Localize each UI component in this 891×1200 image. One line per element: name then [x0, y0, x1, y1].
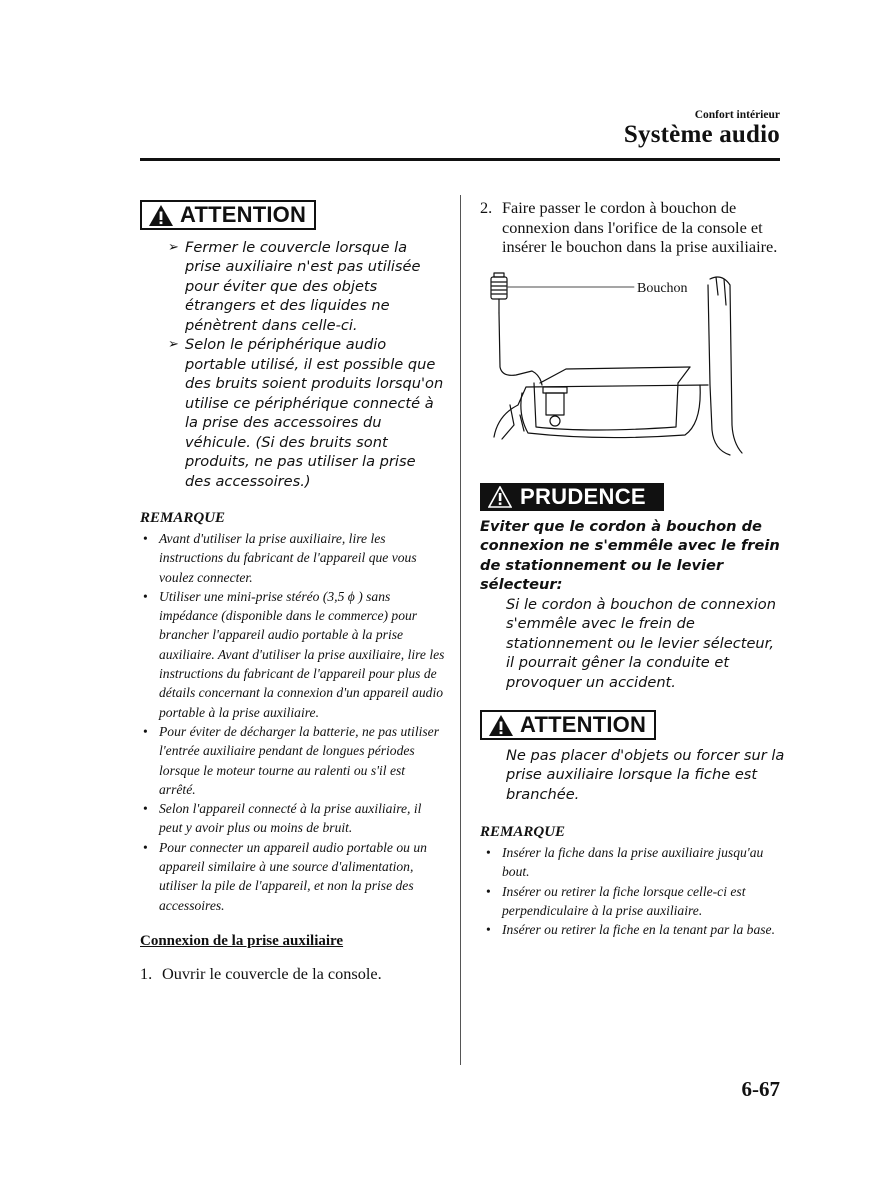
warning-triangle-icon [148, 204, 174, 227]
note-item: • Avant d'utiliser la prise auxiliaire, lire les instructions du fabricant de l'appareil que vous voulez connecter. [143, 531, 417, 585]
note-title: REMARQUE [480, 824, 566, 840]
attention-item: ➢ Fermer le couvercle lorsque la prise auxiliaire n'est pas utilisée pour éviter que des objets étrangers et des liquides ne pénètrent dans celle-ci. [168, 238, 421, 334]
console-plug-figure [480, 265, 780, 465]
bullet-icon: • [143, 801, 148, 817]
prudence-box [480, 483, 664, 511]
section-subheading: Connexion de la prise auxiliaire [140, 932, 344, 949]
warning-triangle-icon [488, 714, 514, 737]
section-label: Confort intérieur [694, 109, 780, 121]
attention-list [140, 238, 445, 492]
prudence-label: PRUDENCE [520, 483, 646, 509]
arrow-bullet-icon: ➢ [168, 337, 179, 352]
note-list [140, 529, 445, 915]
bullet-icon: • [486, 883, 491, 899]
attention-box [480, 710, 656, 740]
note-item: • Insérer la fiche dans la prise auxiliaire jusqu'au bout. [486, 845, 764, 880]
note-item: • Selon l'appareil connecté à la prise auxiliaire, il peut y avoir plus ou moins de bruit. [143, 801, 422, 836]
prudence-lead: Eviter que le cordon à bouchon de connexion ne s'emmêle avec le frein de stationnement ou le levier sélecteur: [480, 517, 780, 593]
note-item: • Pour éviter de décharger la batterie, ne pas utiliser l'entrée auxiliaire pendant de longues périodes lorsque le moteur tourne au ralenti ou s'il est arrêté. [143, 723, 439, 797]
bullet-icon: • [143, 588, 148, 604]
attention-label: ATTENTION [520, 712, 647, 737]
attention-item: ➢ Selon le périphérique audio portable utilisé, il est possible que des bruits soient produits lorsqu'on utilise ce périphérique connecté à la prise des accessoires du véhicule. (Si des bruits sont produits, ne pas utiliser la prise des accessoires.) [168, 336, 444, 490]
bullet-icon: • [486, 845, 491, 860]
right-column [480, 198, 785, 939]
left-column [140, 200, 445, 983]
warning-triangle-icon [488, 486, 512, 508]
note-item: • Utiliser une mini-prise stéréo (3,5 ϕ ) sans impédance (disponible dans le commerce) pour brancher l'appareil audio portable à la prise auxiliaire. Avant d'utiliser la prise auxiliaire, lire les instructions du fabricant de l'appareil pour plus de détails concernant la connexion d'un appareil audio portable à la prise auxiliaire. [143, 588, 445, 720]
step-1: 1. Ouvrir le couvercle de la console. [140, 963, 382, 983]
note-item: • Insérer ou retirer la fiche lorsque celle-ci est perpendiculaire à la prise auxiliaire. [486, 883, 746, 918]
bullet-icon: • [143, 531, 148, 546]
bullet-icon: • [143, 723, 148, 739]
arrow-bullet-icon: ➢ [168, 239, 179, 255]
step-2: 2. Faire passer le cordon à bouchon de connexion dans l'orifice de la console et insérer le bouchon dans la prise auxiliaire. [480, 198, 778, 256]
page-title: Système audio [623, 121, 780, 148]
bullet-icon: • [486, 922, 491, 938]
note-list [480, 843, 785, 939]
page-number: 6-67 [741, 1077, 780, 1101]
prudence-text: Si le cordon à bouchon de connexion s'emmêle avec le frein de stationnement ou le levier sélecteur, il pourrait gêner la conduite et provoquer un accident. [506, 595, 776, 691]
attention-text: Ne pas placer d'objets ou forcer sur la prise auxiliaire lorsque la fiche est branchée. [506, 746, 785, 803]
attention-label: ATTENTION [180, 202, 307, 227]
bullet-icon: • [143, 839, 148, 855]
column-divider [460, 195, 461, 1065]
note-title: REMARQUE [140, 510, 226, 526]
figure-label-bouchon: Bouchon [637, 280, 688, 296]
note-item: • Insérer ou retirer la fiche en la tenant par la base. [483, 920, 785, 939]
attention-box [140, 200, 316, 230]
header-rule [140, 158, 780, 161]
note-item: • Pour connecter un appareil audio portable ou un appareil similaire à une source d'alimentation, utiliser la pile de l'appareil, et non la prise des accessoires. [143, 839, 427, 913]
